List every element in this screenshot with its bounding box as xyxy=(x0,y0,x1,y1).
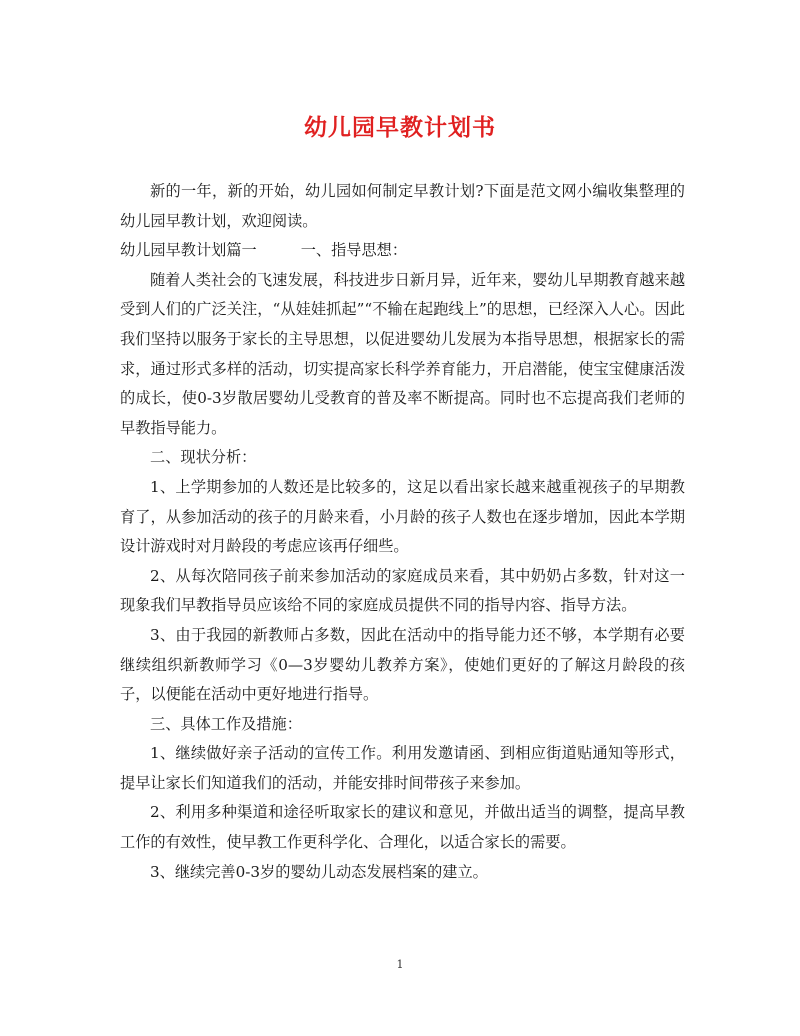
paragraph-measure-2: 2、利用多种渠道和途径听取家长的建议和意见，并做出适当的调整，提高早教工作的有效性，使早教工作更科学化、合理化，以适合家长的需要。 xyxy=(120,803,685,852)
document-body xyxy=(120,177,685,887)
section-label: 幼儿园早教计划篇一 xyxy=(120,241,257,260)
paragraph-measure-1: 1、继续做好亲子活动的宣传工作。利用发邀请函、到相应街道贴通知等形式，提早让家长们知道我们的活动，并能安排时间带孩子来参加。 xyxy=(120,744,685,792)
page-number: 1 xyxy=(396,958,404,971)
paragraph-status-3: 3、由于我园的新教师占多数，因此在活动中的指导能力还不够，本学期有必要继续组织新教师学习《0—3岁婴幼儿教养方案》，使她们更好的了解这月龄段的孩子，以便能在活动中更好地进行指导。 xyxy=(120,625,685,704)
intro-paragraph: 新的一年，新的开始，幼儿园如何制定早教计划?下面是范文网小编收集整理的幼儿园早教计划，欢迎阅读。 xyxy=(120,182,685,230)
heading-guiding-ideas: 一、指导思想： xyxy=(300,241,407,260)
paragraph-guiding-ideas: 随着人类社会的飞速发展，科技进步日新月异，近年来，婴幼儿早期教育越来越受到人们的广泛关注，“从娃娃抓起”“不输在起跑线上”的思想，已经深入人心。因此我们坚持以服务于家长的主导思想，以促进婴幼儿发展为本指导思想，根据家长的需求，通过形式多样的活动，切实提高家长科学养育能力，开启潜能，使宝宝健康活泼的成长，使0-3岁散居婴幼儿受教育的普及率不断提高。同时也不忘提高我们老师的早教指导能力。 xyxy=(120,270,685,437)
heading-status-analysis: 二、现状分析： xyxy=(150,448,257,467)
page-title: 幼儿园早教计划书 xyxy=(304,114,496,141)
paragraph-status-1: 1、上学期参加的人数还是比较多的，这足以看出家长越来越重视孩子的早期教育了，从参加活动的孩子的月龄来看，小月龄的孩子人数也在逐步增加，因此本学期设计游戏时对月龄段的考虑应该再仔细些。 xyxy=(120,477,685,556)
paragraph-measure-3: 3、继续完善0-3岁的婴幼儿动态发展档案的建立。 xyxy=(150,862,488,881)
heading-work-measures: 三、具体工作及措施： xyxy=(150,714,302,733)
paragraph-status-2: 2、从每次陪同孩子前来参加活动的家庭成员来看，其中奶奶占多数，针对这一现象我们早教指导员应该给不同的家庭成员提供不同的指导内容、指导方法。 xyxy=(120,566,685,615)
section-line xyxy=(120,236,685,266)
